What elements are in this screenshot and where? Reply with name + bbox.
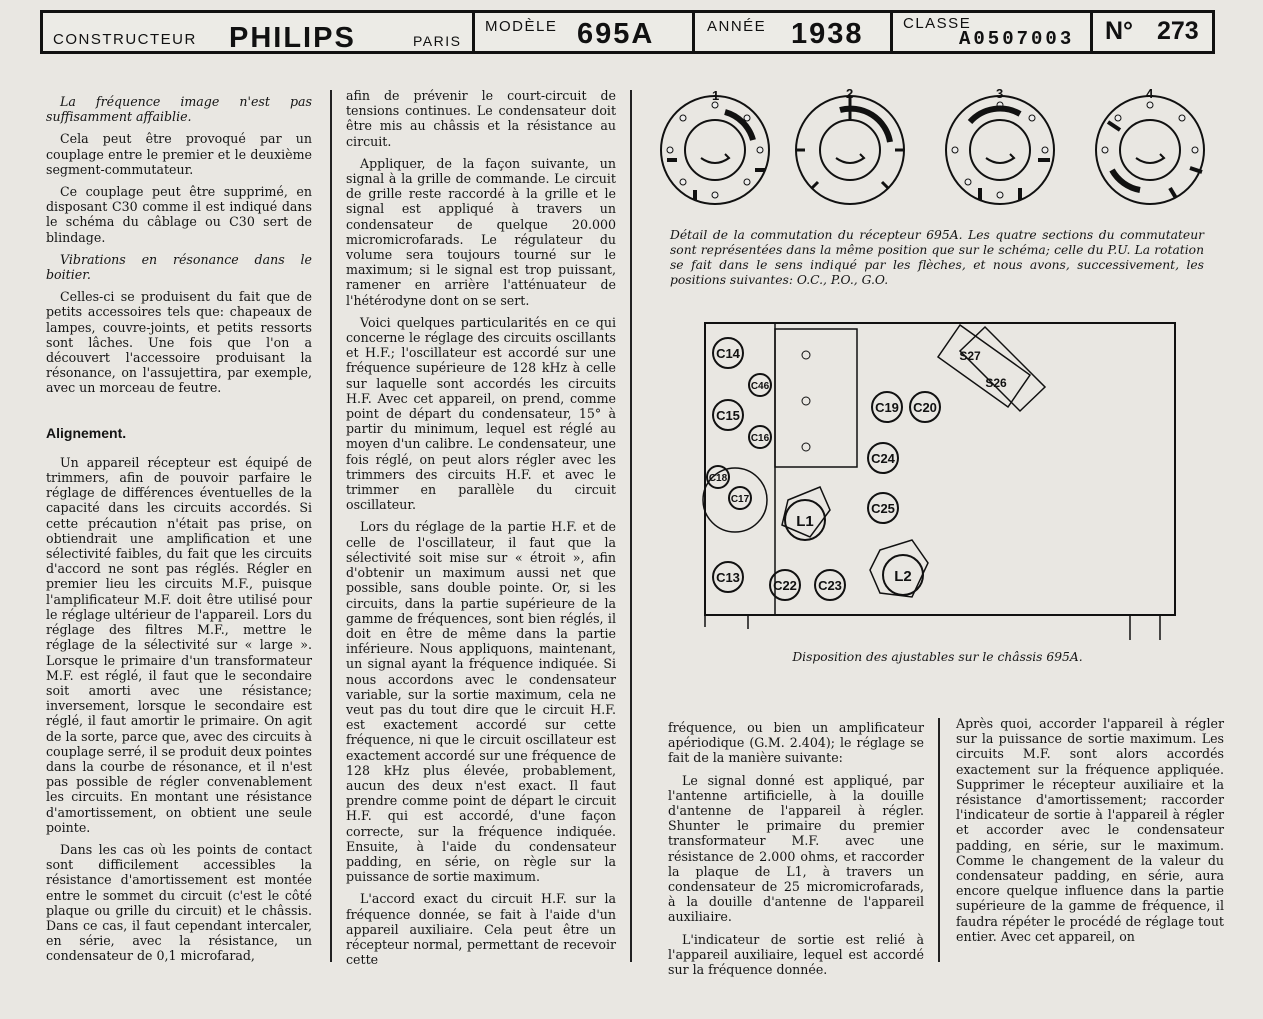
figure2-caption: Disposition des ajustables sur le châssis 695A. (792, 650, 1083, 664)
column-divider-2 (630, 90, 632, 962)
component-c13: C13 (716, 570, 740, 585)
annee-cell (695, 13, 893, 51)
constructeur-cell (43, 13, 475, 54)
city: PARIS (413, 33, 462, 49)
constructeur-label: CONSTRUCTEUR (53, 31, 197, 48)
col3-paragraph-1: fréquence, ou bien un amplificateur apériodique (G.M. 2.404); le réglage se fait de la manière suivante: (668, 720, 924, 766)
classe-label: CLASSE (903, 15, 972, 32)
component-c19: C19 (875, 400, 899, 415)
switch-label-4: 4 (1146, 86, 1154, 101)
component-l1: L1 (796, 513, 814, 530)
col2-paragraph-1: afin de prévenir le court-circuit de tensions continues. Le condensateur doit être mis au châssis et la résistance au circuit. (346, 88, 616, 149)
classe-cell (893, 13, 1093, 51)
component-c15: C15 (716, 408, 740, 423)
component-l2: L2 (894, 568, 912, 585)
switch-section-3 (946, 96, 1054, 204)
col3-paragraph-2: Le signal donné est appliqué, par l'antenne artificielle, à la douille d'antenne de l'appareil à régler. Shunter le primaire du premier transformateur M.F. avec une résistance de 2.000 ohms, et raccorder la plaque de L1, à travers un condensateur de 25 micromicrofarads, à la douille d'antenne de l'appareil auxiliaire. (668, 772, 924, 925)
column-3 (668, 720, 924, 984)
component-c20: C20 (913, 400, 937, 415)
header-bar (40, 10, 1215, 54)
switch-label-3: 3 (996, 86, 1004, 101)
component-c14: C14 (716, 346, 740, 361)
col1-paragraph-5: Celles-ci se produisent du fait que de petits accessoires tels que: chapeaux de lampes, couvre-joints, et petits ressorts sont lâches. Une fois que l'on a découvert l'accessoire produisant la résonance, on l'assujettira, par exemple, avec un morceau de feutre. (46, 289, 312, 396)
modele-label: MODÈLE (485, 18, 558, 35)
switch-section-2 (796, 96, 904, 204)
column-1 (46, 94, 312, 971)
component-s26: S26 (985, 376, 1007, 390)
component-c24: C24 (871, 451, 895, 466)
column-divider-1 (330, 90, 332, 962)
numero-value: 273 (1157, 17, 1199, 45)
component-c18: C18 (708, 473, 728, 484)
column-4 (956, 716, 1224, 951)
component-c16: C16 (750, 433, 770, 444)
switch-label-1: 1 (712, 88, 720, 103)
figure1-caption: Détail de la commutation du récepteur 695A. Les quatre sections du commutateur sont représentées dans la même position que sur le schéma; celle du P.U. La rotation se fait dans le sens indiqué par les flèches, et nous avons, successivement, les positions suivantes: O.C., P.O., G.O. (670, 228, 1204, 287)
col1-paragraph-2: Cela peut être provoqué par un couplage entre le premier et le deuxième segment-commutateur. (46, 131, 312, 177)
col1-paragraph-3: Ce couplage peut être supprimé, en disposant C30 comme il est indiqué dans le schéma du câblage ou C30 sert de blindage. (46, 184, 312, 245)
column-2 (346, 88, 616, 974)
col1-paragraph-4: Vibrations en résonance dans le boitier. (46, 251, 312, 283)
switch-section-1 (661, 96, 769, 204)
switch-section-4 (1096, 96, 1204, 204)
col4-paragraph-1: Après quoi, accorder l'appareil à régler sur la puissance de sortie maximum. Les circuits M.F. sont alors accordés exactement sur la fréquence appliquée. Supprimer le récepteur auxiliaire et la résistance d'amortissement; raccorder l'indicateur de sortie à l'appareil à régler et accorder avec le condensateur padding, en série, sur le maximum. Comme le changement de la valeur du condensateur padding, en série, aura encore quelque influence dans la partie supérieure de la gamme de fréquence, il faudra répéter le procédé de réglage tout entier. Avec cet appareil, on (956, 716, 1224, 944)
variable-capacitor-block (775, 329, 857, 467)
numero-label: N° (1105, 17, 1134, 45)
modele-cell (475, 13, 695, 51)
col3-paragraph-3: L'indicateur de sortie est relié à l'appareil auxiliaire, lequel est accordé sur la fréquence donnée. (668, 931, 924, 978)
brand: PHILIPS (229, 22, 356, 54)
col2-paragraph-2: Appliquer, de la façon suivante, un signal à la grille de commande. Le circuit de grille reste raccordé à la grille et le signal est appliqué à travers un condensateur de quelque 20.000 micromicrofarads. Le régulateur du volume sera toujours tourné sur le maximum; si le signal est trop puissant, ramener en arrière l'atténuateur de l'hétérodyne dont on se sert. (346, 155, 616, 308)
switch-label-2: 2 (846, 86, 854, 101)
col1-paragraph-6: Un appareil récepteur est équipé de trimmers, afin de pouvoir parfaire le réglage de différences éventuelles de la capacité dans les circuits accordés. Si cette précaution n'était pas prise, on obtiendrait une amplification et une sélectivité faibles, du fait que les circuits d'accord ne sont pas réglés. Régler en premier lieu les circuits M.F., puisque l'amplificateur M.F. doit être utilisé pour le réglage ultérieur de l'appareil. Lors du réglage des filtres M.F., mettre le réglage de la sélectivité sur « large ». Lorsque le primaire d'un transformateur M.F. est réglé, il faut que le secondaire soit amorti avec une résistance; inversement, lorsque le secondaire est réglé, il faut amortir le primaire. On agit de la sorte, parce que, avec des circuits à couplage serré, il se produit deux pointes dans la courbe de résonance, et il n'est pas possible de régler convenablement les circuits. En montant une résistance d'amortissement, on obtient une seule pointe. (46, 454, 312, 835)
col1-paragraph-7: Dans les cas où les points de contact sont difficilement accessibles la résistance d'amortissement est montée entre le sommet du circuit (c'est le côté plaque ou grille du circuit) et le châssis. Dans ce cas, il faut cependant intercaler, en série, avec la résistance, un condensateur de 0,1 microfarad, (46, 841, 312, 964)
col1-paragraph-1: La fréquence image n'est pas suffisamment affaiblie. (46, 94, 312, 125)
modele-value: 695A (577, 18, 655, 50)
col2-paragraph-3: Voici quelques particularités en ce qui concerne le réglage des circuits oscillants et H.F.; l'oscillateur est accordé sur une fréquence supérieure de 128 kHz à celle sur laquelle sont accordés les circuits H.F. Avec cet appareil, on prend, comme point de départ du condensateur, 15° à partir du minimum, lequel est réglé au moyen d'un calibre. Le condensateur, une fois réglé, on peut alors régler avec les trimmers des circuits H.F. et avec le trimmer en parallèle du circuit oscillateur. (346, 314, 616, 513)
chassis-layout-figure (690, 315, 1185, 645)
component-c17: C17 (730, 494, 750, 505)
col2-paragraph-4: Lors du réglage de la partie H.F. et de celle de l'oscillateur, il faut que la sélectivité soit mise sur « étroit », afin d'obtenir un maximum aussi net que possible, sans double pointe. Or, si les circuits, dans la partie supérieure de la gamme de fréquences, sont bien réglés, il doit en être de même dans la partie inférieure. Nous appliquons, maintenant, un signal ayant la fréquence indiquée. Si nous accordons avec le condensateur variable, sur la sortie maximum, cela ne veut pas du tout dire que le circuit H.F. est exactement accordé sur cette fréquence, ni que le circuit oscillateur est exactement accordé sur une fréquence de 128 kHz plus élevée, probablement, aucun des deux n'est exact. Il faut prendre comme point de départ le circuit H.F. qui est accordé, d'une façon correcte, sur la fréquence indiquée. Ensuite, à l'aide du condensateur padding, en série, on règle sur la puissance de sortie maximum. (346, 519, 616, 885)
component-c25: C25 (871, 501, 895, 516)
column-divider-3 (938, 718, 940, 962)
component-c22: C22 (773, 578, 797, 593)
annee-label: ANNÉE (707, 18, 767, 35)
classe-value: A0507003 (959, 28, 1075, 50)
switch-s27-outline (938, 325, 1030, 407)
switch-s26-outline (960, 327, 1045, 411)
component-c23: C23 (818, 578, 842, 593)
col2-paragraph-5: L'accord exact du circuit H.F. sur la fréquence donnée, se fait à l'aide d'un appareil auxiliaire. Cela peut être un récepteur normal, permettant de recevoir cette (346, 891, 616, 968)
section-heading-alignement: Alignement. (46, 424, 127, 441)
switch-sections-figure (650, 80, 1220, 220)
numero-cell (1093, 13, 1212, 51)
component-c46: C46 (750, 381, 770, 392)
component-s27: S27 (959, 349, 981, 363)
annee-value: 1938 (791, 18, 864, 50)
